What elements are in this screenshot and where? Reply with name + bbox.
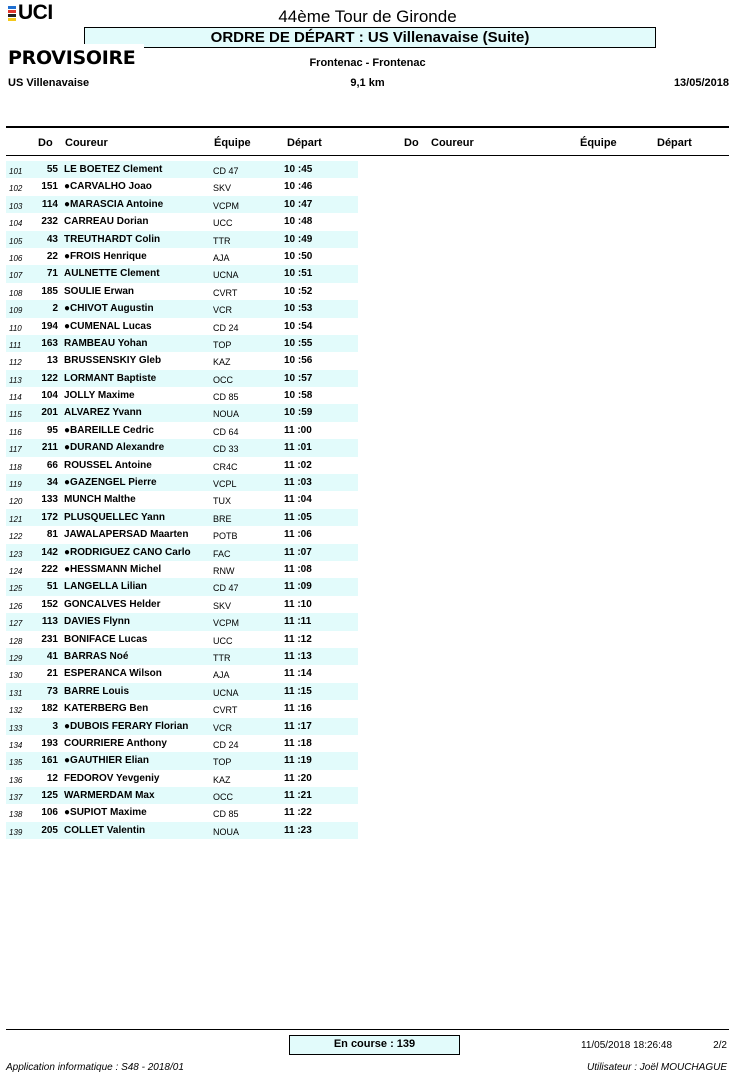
start-time: 10 :55 — [284, 337, 313, 349]
table-row — [6, 231, 358, 248]
table-row — [6, 474, 358, 491]
start-time: 10 :48 — [284, 216, 313, 228]
start-time: 11 :18 — [284, 737, 312, 749]
start-time: 10 :47 — [284, 198, 313, 210]
rider-name: ●CARVALHO Joao — [64, 181, 152, 193]
rider-name: ●HESSMANN Michel — [64, 563, 162, 575]
provisional-label: PROVISOIRE — [8, 47, 136, 69]
start-time: 11 :11 — [284, 616, 312, 628]
rider-team: TTR — [213, 235, 231, 246]
bib-number: 34 — [46, 477, 58, 489]
row-index: 131 — [9, 688, 23, 698]
start-time: 10 :56 — [284, 355, 313, 367]
bib-number: 193 — [41, 737, 58, 749]
rider-team: SKV — [213, 183, 232, 194]
bib-number: 152 — [41, 598, 58, 610]
table-row — [6, 700, 358, 717]
rider-team: UCC — [213, 218, 233, 229]
start-time: 10 :58 — [284, 390, 313, 402]
col-header-team-right: Équipe — [580, 137, 617, 149]
table-row — [6, 631, 358, 648]
table-row — [6, 318, 358, 335]
start-time: 11 :12 — [284, 633, 312, 645]
table-row — [6, 578, 358, 595]
table-row — [6, 422, 358, 439]
row-index: 108 — [9, 288, 23, 298]
bib-number: 73 — [46, 685, 58, 697]
bib-number: 66 — [46, 459, 58, 471]
table-row — [6, 196, 358, 213]
table-row — [6, 665, 358, 682]
rider-name: CARREAU Dorian — [64, 216, 149, 228]
start-time: 10 :57 — [284, 372, 313, 384]
row-index: 136 — [9, 775, 23, 785]
table-row — [6, 596, 358, 613]
row-index: 128 — [9, 636, 23, 646]
bib-number: 81 — [46, 529, 58, 541]
start-time: 11 :01 — [284, 442, 312, 454]
start-time: 11 :14 — [284, 668, 312, 680]
start-time: 11 :03 — [284, 477, 312, 489]
rider-name: TREUTHARDT Colin — [64, 233, 161, 245]
bib-number: 3 — [52, 720, 58, 732]
rider-name: WARMERDAM Max — [64, 790, 155, 802]
row-index: 138 — [9, 810, 23, 820]
start-time: 11 :04 — [284, 494, 312, 506]
rider-team: TTR — [213, 652, 231, 663]
rider-team: UCC — [213, 635, 233, 646]
table-row — [6, 718, 358, 735]
rider-name: LE BOETEZ Clement — [64, 164, 163, 175]
table-row — [6, 283, 358, 300]
row-index: 118 — [9, 462, 22, 472]
rider-team: VCPM — [213, 200, 240, 211]
bib-number: 2 — [52, 303, 58, 315]
rider-name: JOLLY Maxime — [64, 390, 135, 402]
table-row — [6, 439, 358, 456]
bib-number: 172 — [41, 511, 58, 523]
distance: 9,1 km — [350, 77, 385, 89]
rider-name: BARRE Louis — [64, 685, 129, 697]
rider-name: ●DUBOIS FERARY Florian — [64, 720, 189, 732]
bib-number: 201 — [41, 407, 58, 419]
start-time: 10 :49 — [284, 233, 313, 245]
bib-number: 163 — [41, 337, 58, 349]
row-index: 110 — [9, 323, 22, 333]
row-index: 133 — [9, 723, 23, 733]
table-row — [6, 770, 358, 787]
bib-number: 113 — [41, 616, 58, 628]
rider-team: VCR — [213, 722, 233, 733]
rider-team: AJA — [213, 252, 230, 263]
row-index: 126 — [9, 601, 23, 611]
start-time: 11 :15 — [284, 685, 312, 697]
bib-number: 71 — [46, 268, 58, 280]
bib-number: 125 — [41, 790, 58, 802]
table-row — [6, 178, 358, 195]
rider-name: COURRIERE Anthony — [64, 737, 167, 749]
row-index: 114 — [9, 393, 22, 403]
bib-number: 232 — [41, 216, 58, 228]
col-header-rider-left: Coureur — [65, 137, 108, 149]
start-time: 10 :50 — [284, 250, 313, 262]
rider-name: JAWALAPERSAD Maarten — [64, 529, 189, 541]
bib-number: 185 — [41, 285, 58, 297]
rider-name: ●SUPIOT Maxime — [64, 807, 147, 819]
race-date: 13/05/2018 — [673, 77, 729, 89]
col-header-start-right: Départ — [657, 137, 692, 149]
row-index: 132 — [9, 706, 23, 716]
rider-team: CD 85 — [213, 809, 239, 820]
user-info: Utilisateur : Joël MOUCHAGUE — [586, 1062, 727, 1073]
row-index: 115 — [9, 410, 22, 420]
rider-team: TOP — [213, 757, 232, 768]
row-index: 103 — [9, 201, 23, 211]
rider-team: UCNA — [213, 687, 239, 698]
table-row — [6, 457, 358, 474]
start-time: 10 :54 — [284, 320, 313, 332]
rider-name: BARRAS Noé — [64, 650, 129, 662]
bib-number: 205 — [41, 824, 58, 836]
bib-number: 122 — [41, 372, 58, 384]
col-header-rider-right: Coureur — [431, 137, 474, 149]
col-header-team-left: Équipe — [214, 137, 251, 149]
rider-name: BONIFACE Lucas — [64, 633, 148, 645]
table-row — [6, 248, 358, 265]
row-index: 120 — [9, 497, 23, 507]
bib-number: 182 — [41, 703, 58, 715]
bib-number: 51 — [46, 581, 58, 593]
rider-team: CVRT — [213, 705, 238, 716]
bib-number: 142 — [41, 546, 58, 558]
start-time: 11 :06 — [284, 529, 312, 541]
rider-name: RAMBEAU Yohan — [64, 337, 148, 349]
bib-number: 161 — [41, 755, 58, 767]
row-index: 137 — [9, 793, 23, 803]
table-row — [6, 787, 358, 804]
table-row — [6, 561, 358, 578]
rider-team: CD 85 — [213, 392, 239, 403]
row-index: 106 — [9, 253, 23, 263]
table-row — [6, 683, 358, 700]
col-header-do-right: Do — [404, 137, 419, 149]
row-index: 113 — [9, 375, 22, 385]
start-time: 10 :46 — [284, 181, 313, 193]
rider-name: ●CUMENAL Lucas — [64, 320, 152, 332]
bib-number: 22 — [46, 250, 58, 262]
table-row — [6, 804, 358, 821]
rider-name: ●DURAND Alexandre — [64, 442, 165, 454]
rider-name: ●GAUTHIER Elian — [64, 755, 149, 767]
table-row — [6, 387, 358, 404]
start-time: 10 :53 — [284, 303, 313, 315]
rider-name: LANGELLA Lilian — [64, 581, 147, 593]
start-time: 11 :19 — [284, 755, 312, 767]
start-time: 11 :13 — [284, 650, 312, 662]
rider-team: BRE — [213, 513, 232, 524]
bib-number: 13 — [46, 355, 58, 367]
table-row — [6, 752, 358, 769]
row-index: 127 — [9, 619, 23, 629]
rider-name: MUNCH Malthe — [64, 494, 136, 506]
race-title: 44ème Tour de Gironde — [278, 7, 457, 26]
row-index: 116 — [9, 427, 22, 437]
start-time: 11 :00 — [284, 424, 312, 436]
rider-name: ●MARASCIA Antoine — [64, 198, 164, 210]
rider-team: CD 33 — [213, 444, 239, 455]
bib-number: 43 — [46, 233, 58, 245]
table-row — [6, 491, 358, 508]
start-time: 11 :21 — [284, 790, 312, 802]
start-time: 11 :09 — [284, 581, 312, 593]
table-row — [6, 544, 358, 561]
rider-name: SOULIE Erwan — [64, 285, 135, 297]
riders-count-box: En course : 139 — [289, 1035, 460, 1055]
rider-team: CR4C — [213, 461, 238, 472]
table-row — [6, 300, 358, 317]
table-row — [6, 352, 358, 369]
rider-name: ●CHIVOT Augustin — [64, 303, 154, 315]
rider-name: COLLET Valentin — [64, 824, 146, 836]
table-row — [6, 613, 358, 630]
table-row — [6, 735, 358, 752]
row-index: 104 — [9, 219, 23, 229]
application-info: Application informatique : S48 - 2018/01 — [6, 1062, 184, 1073]
rider-team: SKV — [213, 600, 232, 611]
rider-team: KAZ — [213, 357, 231, 368]
rider-name: ROUSSEL Antoine — [64, 459, 152, 471]
rider-team: RNW — [213, 565, 235, 576]
header-top-rule — [6, 126, 729, 128]
table-row — [6, 335, 358, 352]
table-row — [6, 161, 358, 178]
rider-team: POTB — [213, 531, 238, 542]
start-time: 10 :52 — [284, 285, 313, 297]
uci-logo-text: UCI — [18, 1, 53, 24]
bib-number: 95 — [46, 424, 58, 436]
rider-name: ●GAZENGEL Pierre — [64, 477, 157, 489]
rider-team: KAZ — [213, 774, 231, 785]
row-index: 101 — [9, 167, 23, 176]
bib-number: 231 — [41, 633, 58, 645]
table-row — [6, 265, 358, 282]
row-index: 107 — [9, 271, 23, 281]
row-index: 123 — [9, 549, 23, 559]
rider-name: FEDOROV Yevgeniy — [64, 772, 160, 784]
start-time: 11 :05 — [284, 511, 312, 523]
row-index: 130 — [9, 671, 23, 681]
row-index: 119 — [9, 480, 22, 490]
row-index: 122 — [9, 532, 23, 542]
bib-number: 21 — [46, 668, 58, 680]
rider-team: CD 24 — [213, 322, 239, 333]
rider-name: BRUSSENSKIY Gleb — [64, 355, 162, 367]
rider-team: VCR — [213, 305, 233, 316]
rider-name: KATERBERG Ben — [64, 703, 149, 715]
bib-number: 211 — [41, 442, 58, 454]
rider-team: TOP — [213, 339, 232, 350]
rider-team: VCPL — [213, 479, 237, 490]
rider-team: NOUA — [213, 826, 240, 837]
start-time: 11 :23 — [284, 824, 312, 836]
rider-team: AJA — [213, 670, 230, 681]
table-row — [6, 404, 358, 421]
rider-name: ●FROIS Henrique — [64, 250, 147, 262]
start-time: 11 :16 — [284, 703, 312, 715]
start-time: 11 :10 — [284, 598, 312, 610]
rider-name: ●BAREILLE Cedric — [64, 424, 154, 436]
row-index: 102 — [9, 184, 23, 194]
rider-name: PLUSQUELLEC Yann — [64, 511, 165, 523]
table-row — [6, 213, 358, 230]
row-index: 105 — [9, 236, 23, 246]
rider-team: OCC — [213, 374, 233, 385]
rider-team: FAC — [213, 548, 231, 559]
rider-name: LORMANT Baptiste — [64, 372, 157, 384]
bib-number: 194 — [41, 320, 58, 332]
bib-number: 114 — [41, 198, 58, 210]
start-time: 10 :51 — [284, 268, 313, 280]
row-index: 109 — [9, 306, 23, 316]
row-index: 112 — [9, 358, 22, 368]
col-header-start-left: Départ — [287, 137, 322, 149]
start-time: 11 :07 — [284, 546, 312, 558]
table-row — [6, 648, 358, 665]
row-index: 121 — [9, 514, 23, 524]
start-time: 10 :59 — [284, 407, 313, 419]
start-time: 11 :22 — [284, 807, 312, 819]
rider-team: CD 24 — [213, 739, 239, 750]
table-row — [6, 370, 358, 387]
table-row — [6, 509, 358, 526]
start-order-title: ORDRE DE DÉPART : US Villenavaise (Suite) — [84, 27, 656, 48]
stage-name: Frontenac - Frontenac — [309, 57, 426, 69]
rider-team: CD 47 — [213, 166, 239, 176]
rider-name: ●RODRIGUEZ CANO Carlo — [64, 546, 191, 558]
bib-number: 41 — [46, 650, 58, 662]
start-time: 11 :02 — [284, 459, 312, 471]
rider-team: CD 47 — [213, 583, 239, 594]
start-time: 11 :17 — [284, 720, 312, 732]
rider-name: ESPERANCA Wilson — [64, 668, 162, 680]
rider-name: ALVAREZ Yvann — [64, 407, 142, 419]
rider-team: NOUA — [213, 409, 240, 420]
row-index: 135 — [9, 758, 23, 768]
col-header-do-left: Do — [38, 137, 53, 149]
rider-team: UCNA — [213, 270, 239, 281]
bib-number: 55 — [46, 164, 58, 175]
row-index: 139 — [9, 827, 23, 837]
table-row — [6, 822, 358, 839]
row-index: 124 — [9, 566, 23, 576]
print-timestamp: 11/05/2018 18:26:48 — [581, 1040, 673, 1051]
bib-number: 12 — [46, 772, 58, 784]
row-index: 134 — [9, 740, 23, 750]
footer-rule — [6, 1029, 729, 1030]
rider-team: TUX — [213, 496, 231, 507]
bib-number: 106 — [41, 807, 58, 819]
rider-name: DAVIES Flynn — [64, 616, 130, 628]
bib-number: 104 — [41, 390, 58, 402]
team-name: US Villenavaise — [8, 77, 90, 89]
row-index: 129 — [9, 653, 23, 663]
bib-number: 133 — [41, 494, 58, 506]
start-time: 11 :20 — [284, 772, 312, 784]
rider-team: CVRT — [213, 287, 238, 298]
row-index: 117 — [9, 445, 22, 455]
start-time: 11 :08 — [284, 563, 312, 575]
rider-name: AULNETTE Clement — [64, 268, 160, 280]
rider-team: CD 64 — [213, 426, 239, 437]
table-row — [6, 526, 358, 543]
bib-number: 151 — [41, 181, 58, 193]
page-number: 2/2 — [713, 1040, 727, 1051]
start-time: 10 :45 — [284, 164, 313, 175]
rider-team: OCC — [213, 792, 233, 803]
row-index: 125 — [9, 584, 23, 594]
bib-number: 222 — [41, 563, 58, 575]
rider-name: GONCALVES Helder — [64, 598, 161, 610]
row-index: 111 — [9, 340, 22, 350]
header-bottom-rule — [6, 155, 729, 156]
rider-team: VCPM — [213, 618, 240, 629]
start-list — [6, 161, 358, 839]
